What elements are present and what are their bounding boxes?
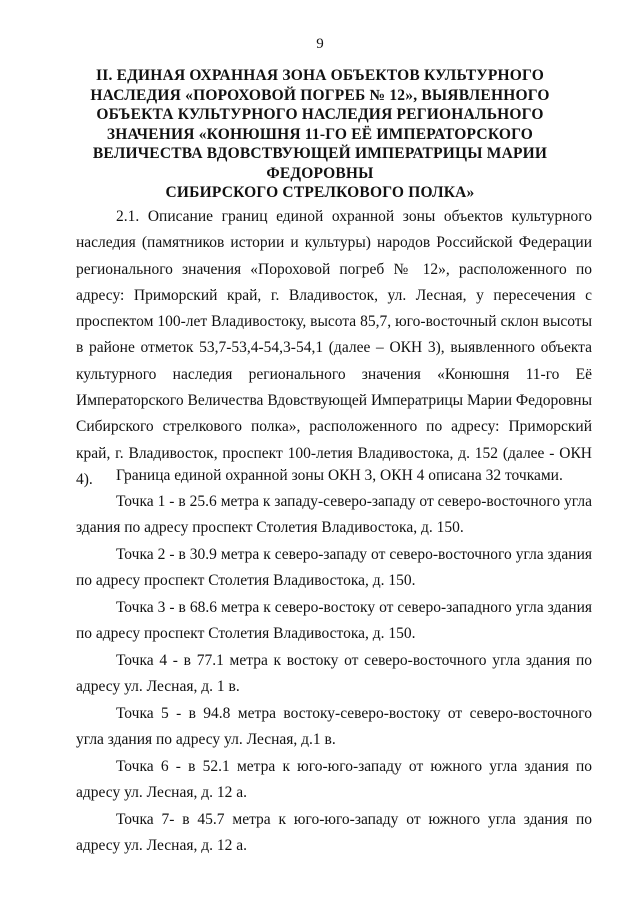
description-paragraph: 2.1. Описание границ единой охранной зоны объектов культурного наследия (памятников истории и культуры) народов Российской Федерации регионального значения «Пороховой погреб № 12», расположенного по адресу: Приморский край, г. Владивосток, ул. Лесная, у пересечения с проспектом 100-лет Владивостоку, высота 85,7, юго-восточный склон высоты в районе отметок 53,7-53,4-54,3-54,1 (далее – ОКН 3), выявленного объекта культурного наследия регионального значения «Конюшня 11-го Её Императорского Величества Вдовствующей Императрицы Марии Федоровны Сибирского стрелкового полка», расположенного по адресу: Приморский край, г. Владивосток, проспект 100-летия Владивостока, д. 152 (далее - ОКН 4).: [76, 208, 592, 488]
title-line: II. ЕДИНАЯ ОХРАННАЯ ЗОНА ОБЪЕКТОВ КУЛЬТУРНОГО: [96, 67, 544, 84]
point-5-paragraph: Точка 5 - в 94.8 метра востоку-северо-востоку от северо-восточного угла здания по адресу ул. Лесная, д.1 в.: [76, 705, 592, 749]
title-line: ВЕЛИЧЕСТВА ВДОВСТВУЮЩЕЙ ИМПЕРАТРИЦЫ МАРИИ: [92, 145, 548, 162]
title-line: СИБИРСКОГО СТРЕЛКОВОГО ПОЛКА»: [165, 184, 475, 201]
title-line: ФЕДОРОВНЫ: [266, 164, 374, 182]
point-7-paragraph: Точка 7- в 45.7 метра к юго-юго-западу от южного угла здания по адресу ул. Лесная, д. 12 а.: [76, 811, 592, 855]
point-3-paragraph: Точка 3 - в 68.6 метра к северо-востоку от северо-западного угла здания по адресу проспект Столетия Владивостока, д. 150.: [76, 599, 592, 643]
point-1-paragraph: Точка 1 - в 25.6 метра к западу-северо-западу от северо-восточного угла здания по адресу проспект Столетия Владивостока, д. 150.: [76, 493, 592, 537]
point-4-paragraph: Точка 4 - в 77.1 метра к востоку от северо-восточного угла здания по адресу ул. Лесная, д. 1 в.: [76, 652, 592, 696]
point-6-paragraph: Точка 6 - в 52.1 метра к юго-юго-западу от южного угла здания по адресу ул. Лесная, д. 12 а.: [76, 758, 592, 802]
title-line: ОБЪЕКТА КУЛЬТУРНОГО НАСЛЕДИЯ РЕГИОНАЛЬНОГО: [96, 106, 544, 123]
title-line: ЗНАЧЕНИЯ «КОНЮШНЯ 11-ГО ЕЁ ИМПЕРАТОРСКОГО: [106, 125, 534, 143]
section-title: [60, 66, 580, 203]
boundary-paragraph: Граница единой охранной зоны ОКН 3, ОКН 4 описана 32 точками.: [116, 467, 563, 484]
page-number: 9: [316, 36, 324, 52]
point-2-paragraph: Точка 2 - в 30.9 метра к северо-западу от северо-восточного угла здания по адресу проспект Столетия Владивостока, д. 150.: [76, 546, 592, 590]
title-line: НАСЛЕДИЯ «ПОРОХОВОЙ ПОГРЕБ № 12», ВЫЯВЛЕННОГО: [90, 86, 550, 104]
